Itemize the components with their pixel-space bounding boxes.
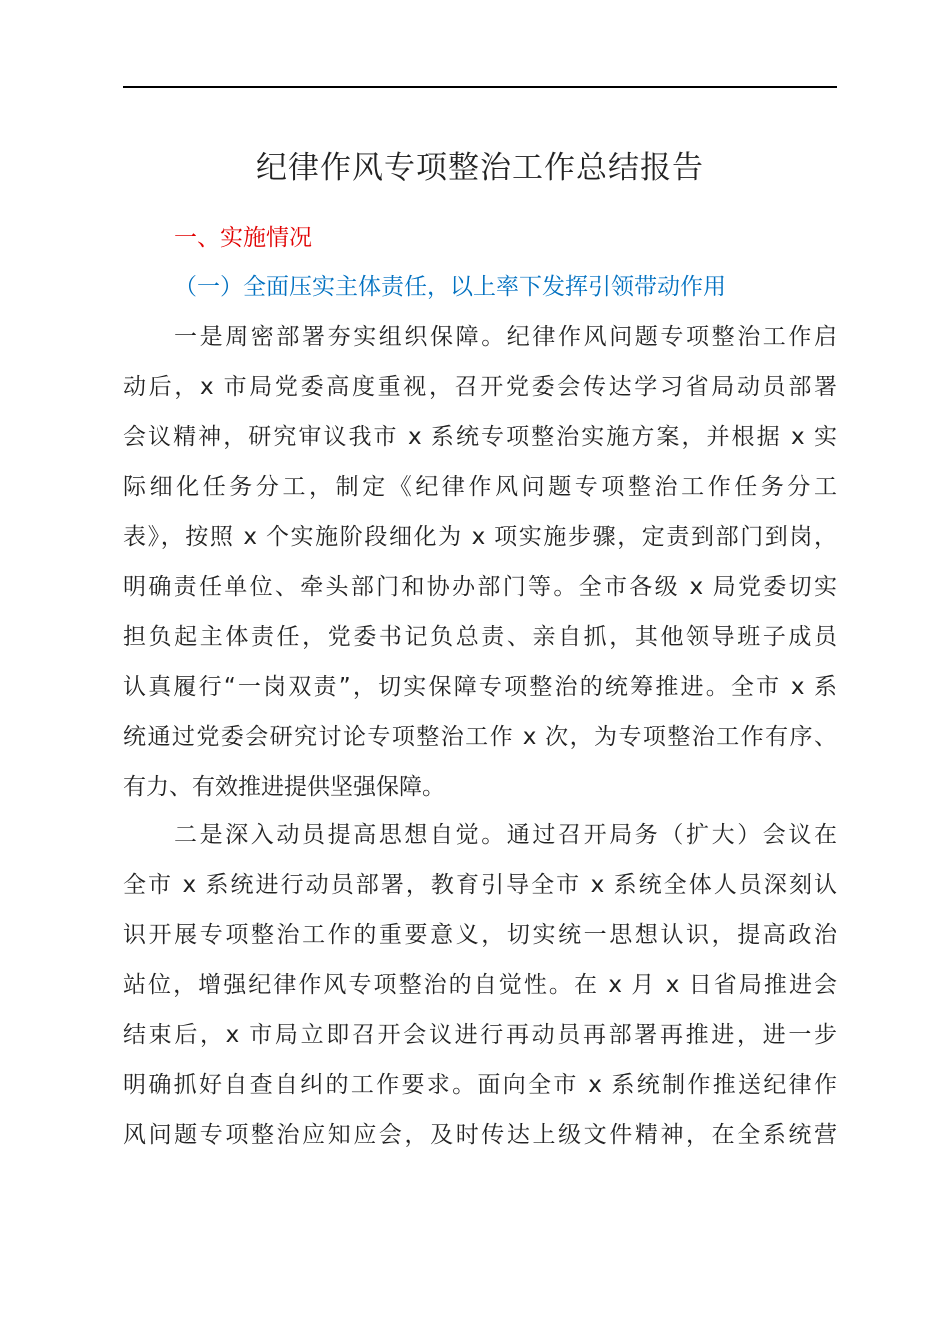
subsection-heading: （一）全面压实主体责任，以上率下发挥引领带动作用 — [174, 274, 726, 300]
paragraph-line: 二是深入动员提高思想自觉。通过召开局务（扩大）会议在 — [174, 822, 837, 848]
paragraph-line: 统通过党委会研究讨论专项整治工作 x 次，为专项整治工作有序、 — [123, 724, 837, 750]
section-heading: 一、实施情况 — [174, 225, 312, 251]
header-rule — [123, 86, 837, 88]
paragraph-line: 际细化任务分工，制定《纪律作风问题专项整治工作任务分工 — [123, 474, 837, 500]
document-title: 纪律作风专项整治工作总结报告 — [256, 150, 704, 186]
paragraph-2 — [123, 810, 837, 1160]
paragraph-line: 站位，增强纪律作风专项整治的自觉性。在 x 月 x 日省局推进会 — [123, 972, 837, 998]
paragraph-line: 一是周密部署夯实组织保障。纪律作风问题专项整治工作启 — [174, 324, 837, 350]
paragraph-1 — [123, 312, 837, 812]
paragraph-line: 认真履行“一岗双责”，切实保障专项整治的统筹推进。全市 x 系 — [123, 674, 837, 700]
paragraph-line: 明确抓好自查自纠的工作要求。面向全市 x 系统制作推送纪律作 — [123, 1072, 837, 1098]
paragraph-line: 有力、有效推进提供坚强保障。 — [123, 774, 445, 800]
paragraph-line: 表》，按照 x 个实施阶段细化为 x 项实施步骤，定责到部门到岗， — [123, 524, 837, 550]
paragraph-line: 动后，x 市局党委高度重视，召开党委会传达学习省局动员部署 — [123, 374, 837, 400]
paragraph-line: 明确责任单位、牵头部门和协办部门等。全市各级 x 局党委切实 — [123, 574, 837, 600]
paragraph-line: 识开展专项整治工作的重要意义，切实统一思想认识，提高政治 — [123, 922, 837, 948]
paragraph-line: 风问题专项整治应知应会，及时传达上级文件精神，在全系统营 — [123, 1122, 837, 1148]
paragraph-line: 担负起主体责任，党委书记负总责、亲自抓，其他领导班子成员 — [123, 624, 837, 650]
paragraph-line: 结束后，x 市局立即召开会议进行再动员再部署再推进，进一步 — [123, 1022, 837, 1048]
paragraph-line: 全市 x 系统进行动员部署，教育引导全市 x 系统全体人员深刻认 — [123, 872, 837, 898]
paragraph-line: 会议精神，研究审议我市 x 系统专项整治实施方案，并根据 x 实 — [123, 424, 837, 450]
